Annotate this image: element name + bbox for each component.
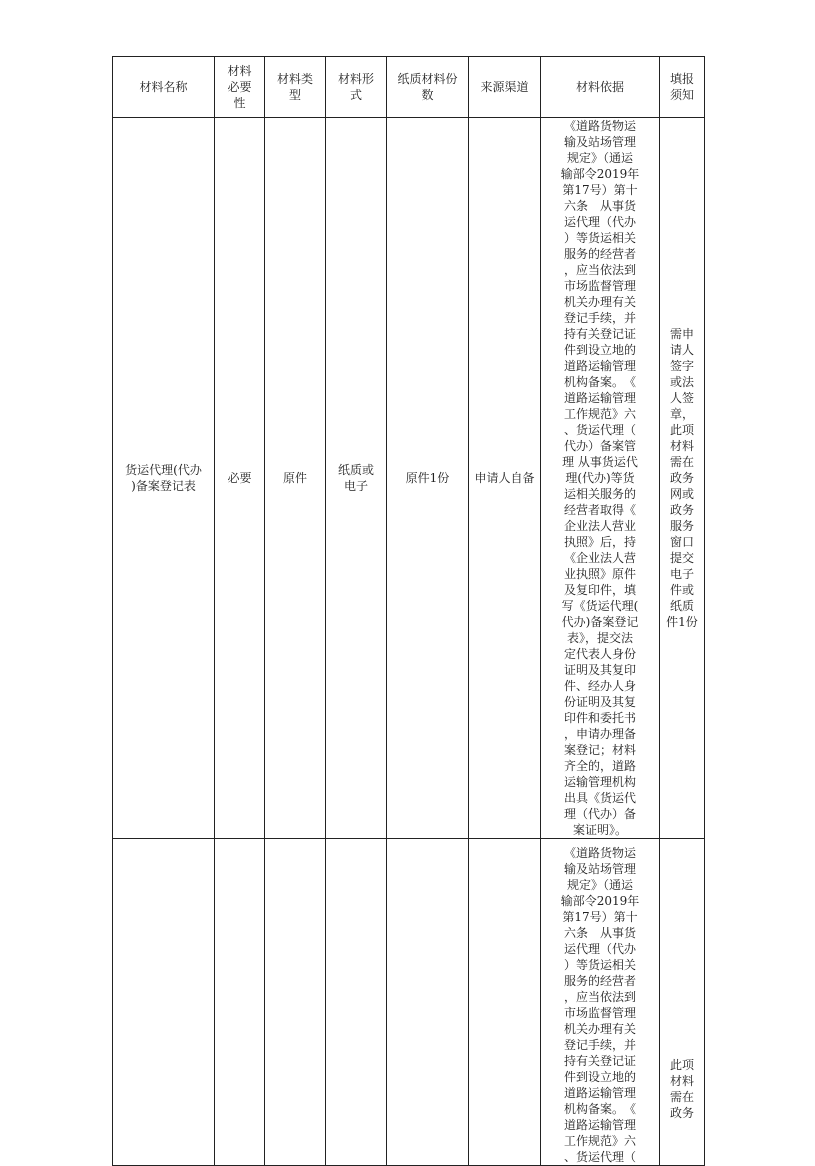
header-cell-source: 来源渠道: [469, 57, 541, 118]
table-row: [113, 118, 705, 839]
cell-paper-copies: [387, 839, 469, 1166]
header-cell-notes: 填报 须知: [660, 57, 705, 118]
header-cell-name: 材料名称: [113, 57, 215, 118]
header-cell-necessity: 材料 必要 性: [215, 57, 265, 118]
cell-material-form: 纸质或 电子: [326, 118, 387, 839]
cell-material-name: 货运代理(代办 )备案登记表: [113, 118, 215, 839]
cell-necessity: 必要: [215, 118, 265, 839]
cell-basis: 《道路货物运 输及站场管理 规定》（通运 输部令2019年 第17号）第十 六条 从事货 运代理（代办 ）等货运相关 服务的经营者 ，应当依法到 市场监督管理 机关办理有关 登记手续，并 持有关登记证 件到设立地的 道路运输管理 机构备案。 《 道路运输管理 工作规范》六 、货运代理（: [541, 839, 660, 1166]
cell-notes: 需申 请人 签字 或法 人签 章， 此项 材料 需在 政务 网或 政务 服务 窗口 提交 电子 件或 纸质 件1份: [660, 118, 705, 839]
table-header-row: [113, 57, 705, 118]
header-cell-type: 材料类 型: [265, 57, 326, 118]
cell-material-type: 原件: [265, 118, 326, 839]
materials-table: [112, 56, 705, 1166]
cell-material-type: [265, 839, 326, 1166]
cell-notes: 此项 材料 需在 政务: [660, 839, 705, 1166]
cell-source: [469, 839, 541, 1166]
cell-material-name: [113, 839, 215, 1166]
header-cell-form: 材料形 式: [326, 57, 387, 118]
cell-paper-copies: 原件1份: [387, 118, 469, 839]
header-cell-basis: 材料依据: [541, 57, 660, 118]
cell-source: 申请人自备: [469, 118, 541, 839]
cell-basis: 《道路货物运 输及站场管理 规定》（通运 输部令2019年 第17号）第十 六条 从事货 运代理（代办 ）等货运相关 服务的经营者 ，应当依法到 市场监督管理 机关办理有关 登记手续，并 持有关登记证 件到设立地的 道路运输管理 机构备案。 《 道路运输管理 工作规范》六 、货运代理（ 代办）备案管 理 从事货运代 理(代办)等货 运相关服务的 经营者取得《 企业法人营业 执照》后，持 《企业法人营 业执照》原件 及复印件，填 写《货运代理( 代办)备案登记 表》，提交法 定代表人身份 证明及其复印 件、经办人身 份证明及其复 印件和委托书 ，申请办理备 案登记；材料 齐全的，道路 运输管理机构 出具《货运代 理（代办）备 案证明》。: [541, 118, 660, 839]
header-cell-paper-copies: 纸质材料份 数: [387, 57, 469, 118]
cell-material-form: [326, 839, 387, 1166]
table-row: [113, 839, 705, 1166]
cell-necessity: [215, 839, 265, 1166]
